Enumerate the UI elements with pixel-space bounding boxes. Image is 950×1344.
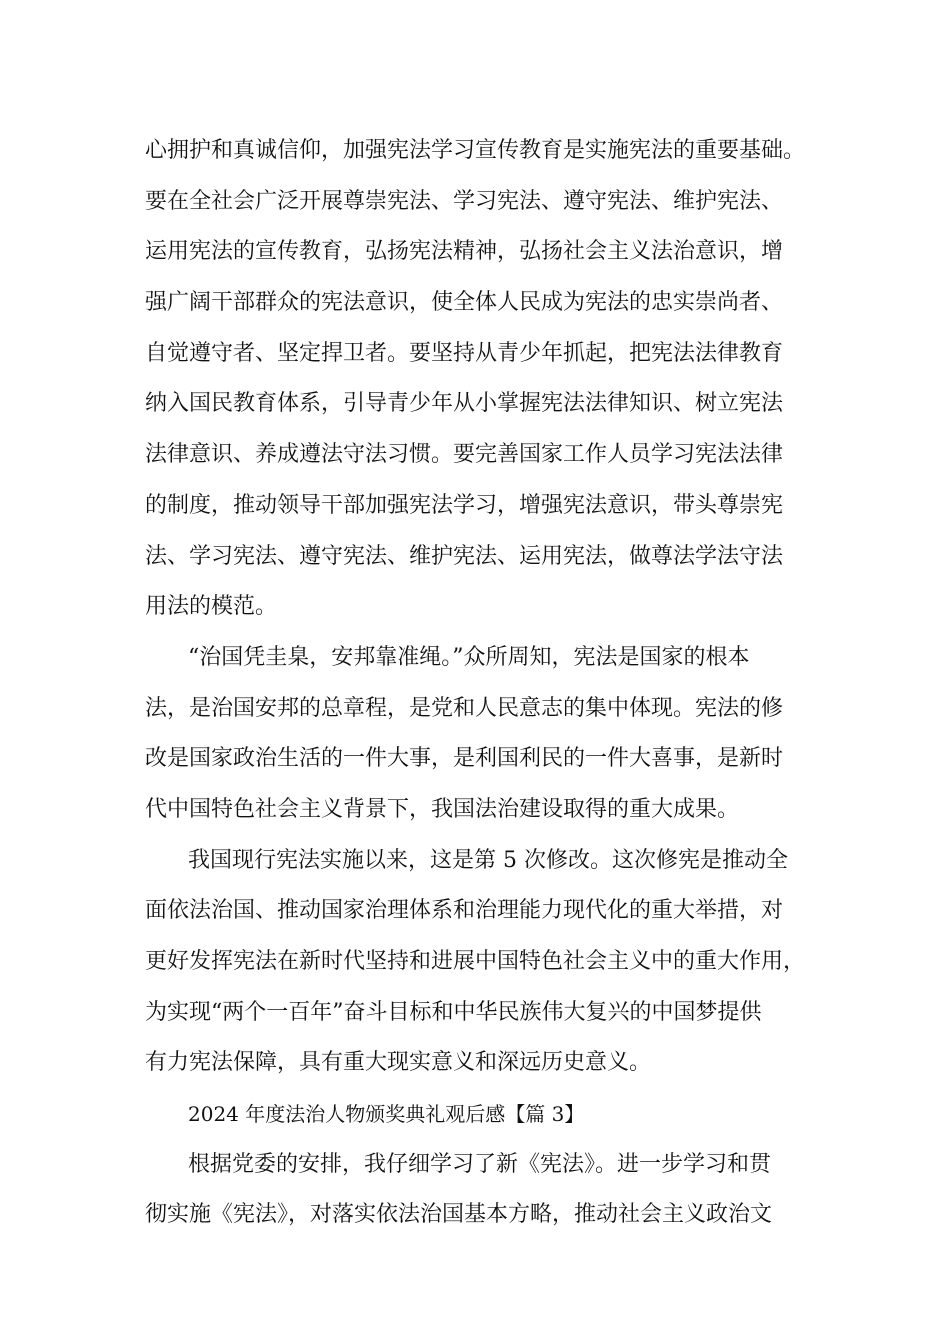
text-line: 强广阔干部群众的宪法意识，使全体人民成为宪法的忠实崇尚者、 <box>145 290 784 316</box>
document-body <box>145 126 845 1241</box>
text-line: 运用宪法的宣传教育，弘扬宪法精神，弘扬社会主义法治意识，增 <box>145 239 784 265</box>
text-line: 用法的模范。 <box>145 594 278 620</box>
paragraph-start-line: 根据党委的安排，我仔细学习了新《宪法》。进一步学习和贯 <box>188 1151 772 1177</box>
text-line: 有力宪法保障，具有重大现实意义和深远历史意义。 <box>145 1050 652 1076</box>
text-line: 法、学习宪法、遵守宪法、维护宪法、运用宪法，做尊法学法守法 <box>145 543 784 569</box>
text-line: 为实现“两个一百年”奋斗目标和中华民族伟大复兴的中国梦提供 <box>145 999 762 1025</box>
text-line: 心拥护和真诚信仰，加强宪法学习宣传教育是实施宪法的重要基础。 <box>145 138 806 163</box>
text-line: 代中国特色社会主义背景下，我国法治建设取得的重大成果。 <box>145 796 740 822</box>
text-line: 的制度，推动领导干部加强宪法学习，增强宪法意识，带头尊崇宪 <box>145 492 784 518</box>
text-line: 彻实施《宪法》，对落实依法治国基本方略，推动社会主义政治文 <box>145 1202 773 1228</box>
text-line: 自觉遵守者、坚定捍卫者。要坚持从青少年抓起，把宪法法律教育 <box>145 340 784 366</box>
paragraph-start-line: “治国凭圭臬，安邦靠准绳。”众所周知，宪法是国家的根本 <box>188 644 750 670</box>
text-line: 要在全社会广泛开展尊崇宪法、学习宪法、遵守宪法、维护宪法、 <box>145 188 784 214</box>
text-line: 更好发挥宪法在新时代坚持和进展中国特色社会主义中的重大作用， <box>145 949 806 974</box>
section-heading: 2024 年度法治人物颁奖典礼观后感【篇 3】 <box>188 1102 585 1127</box>
text-line: 法律意识、养成遵法守法习惯。要完善国家工作人员学习宪法法律 <box>145 442 784 468</box>
text-line: 面依法治国、推动国家治理体系和治理能力现代化的重大举措，对 <box>145 898 784 924</box>
text-line: 法，是治国安邦的总章程，是党和人民意志的集中体现。宪法的修 <box>145 695 784 721</box>
text-line: 改是国家政治生活的一件大事，是利国利民的一件大喜事，是新时 <box>145 746 784 772</box>
text-line: 纳入国民教育体系，引导青少年从小掌握宪法法律知识、树立宪法 <box>145 391 784 417</box>
paragraph-start-line: 我国现行宪法实施以来，这是第 5 次修改。这次修宪是推动全 <box>188 847 788 873</box>
